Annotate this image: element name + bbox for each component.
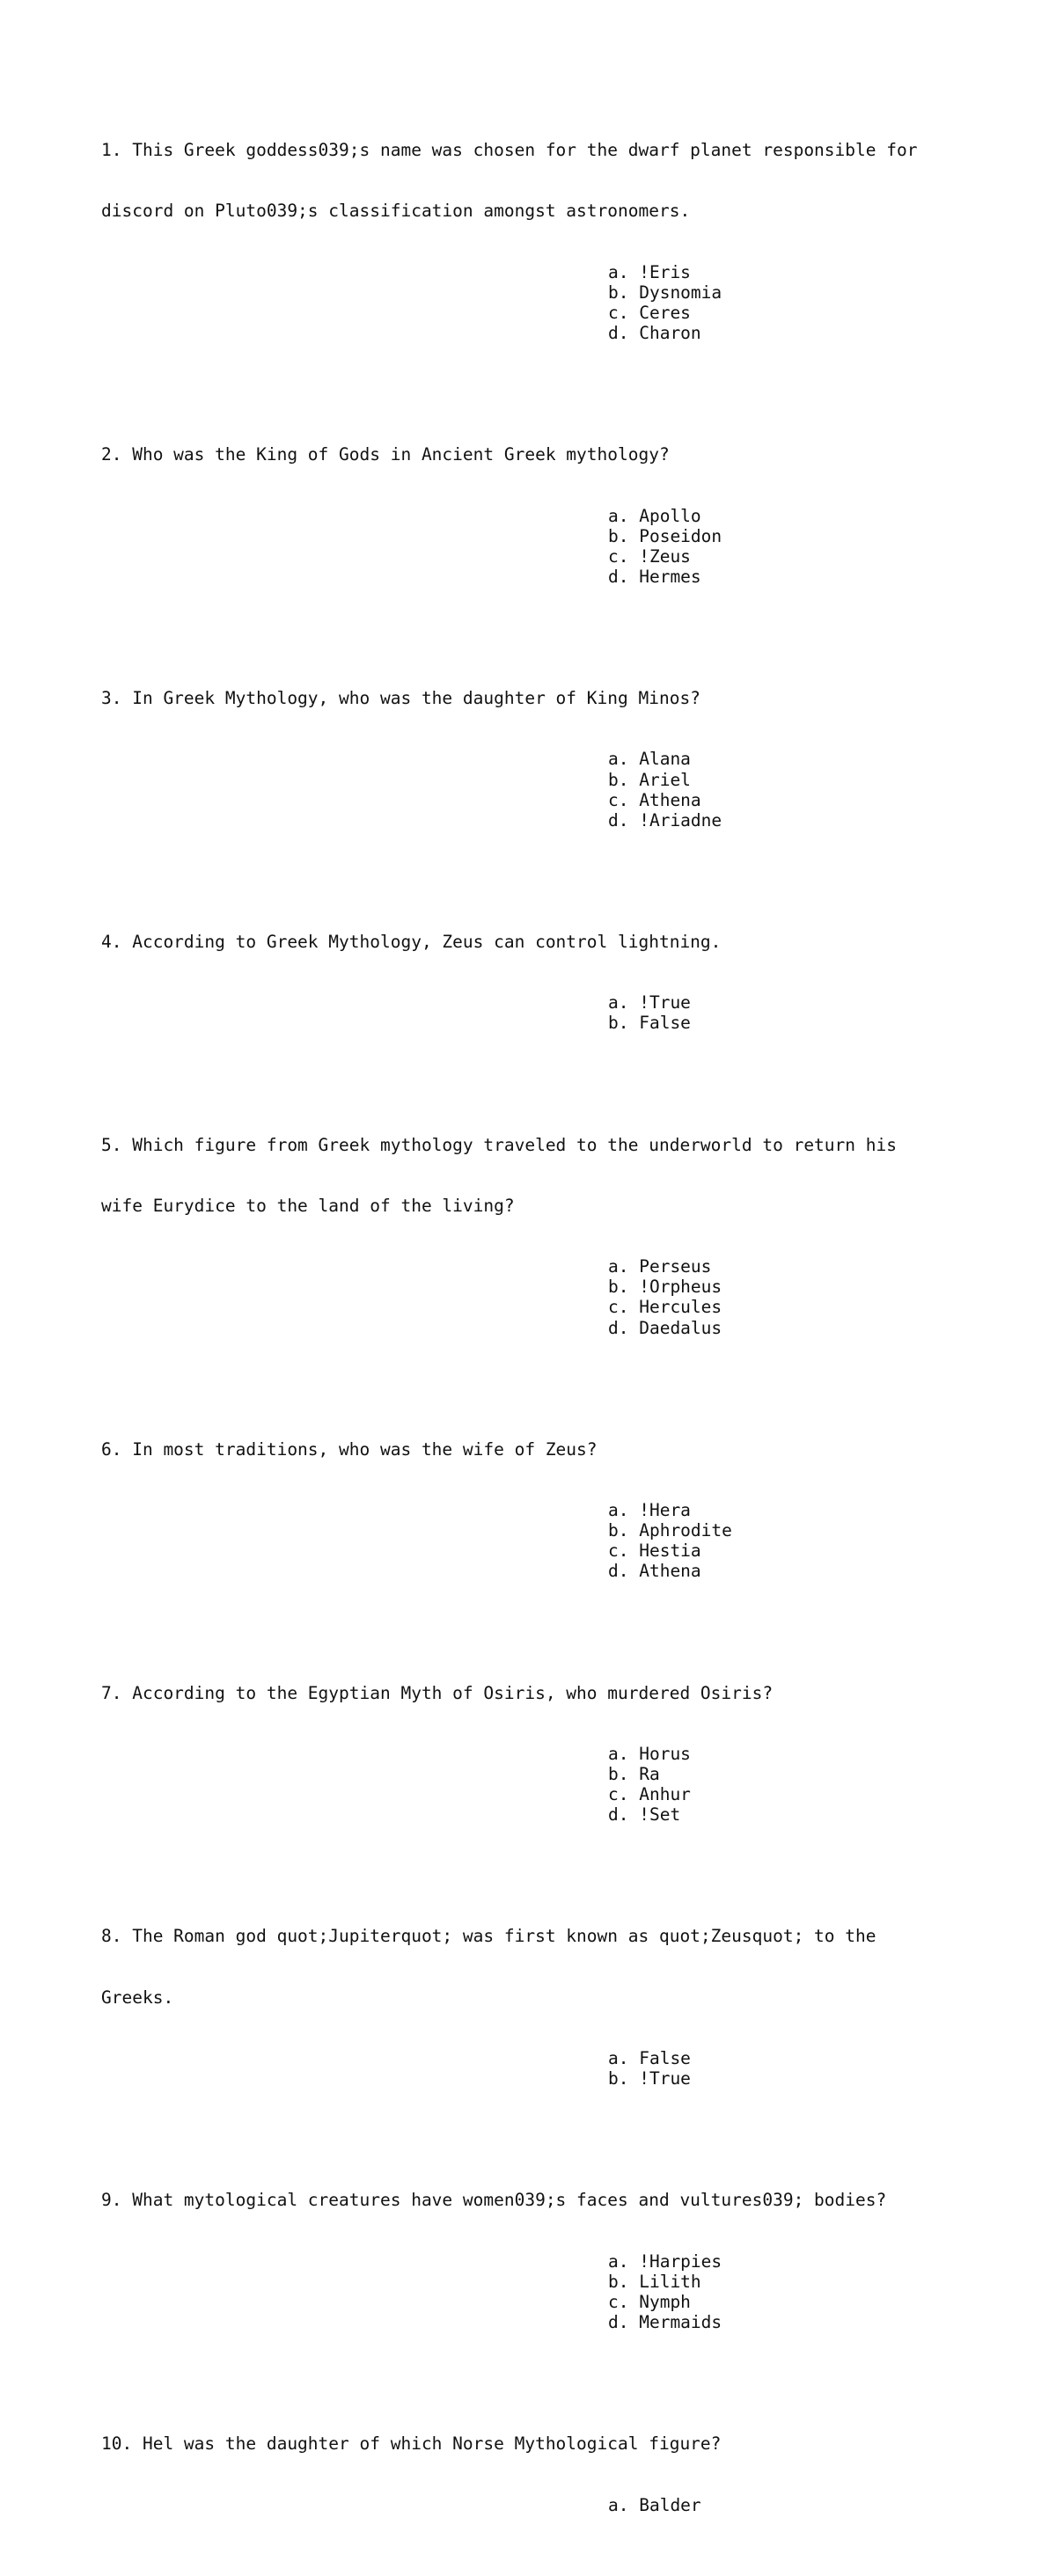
answer-option: d. Charon: [608, 323, 701, 344]
question-text: [101, 891, 981, 992]
answer-option: a. !Eris: [608, 261, 691, 282]
answer-options: [608, 2048, 981, 2089]
answer-option: b. Aphrodite: [608, 1520, 732, 1541]
question-text: [101, 1399, 981, 1500]
question-text: [101, 1642, 981, 1743]
answer-options: [608, 2495, 981, 2515]
answer-option: a. Perseus: [608, 1256, 712, 1277]
answer-option: a. False: [608, 2048, 691, 2069]
answer-option: b. !Orpheus: [608, 1277, 722, 1298]
answer-option: d. !Ariadne: [608, 809, 722, 831]
answer-option: c. !Zeus: [608, 545, 691, 567]
question-line: 6. In most traditions, who was the wife of Zeus?: [101, 1438, 598, 1460]
question-3: [101, 648, 981, 831]
question-9: [101, 2149, 981, 2332]
answer-option: c. Ceres: [608, 302, 691, 323]
answer-options: [608, 749, 981, 830]
question-line: 2. Who was the King of Gods in Ancient Greek mythology?: [101, 444, 670, 465]
question-8: [101, 1885, 981, 2089]
answer-option: d. Mermaids: [608, 2311, 722, 2332]
question-line: 9. What mytological creatures have women039;s faces and vultures039; bodies?: [101, 2190, 887, 2211]
answer-option: b. Ra: [608, 1764, 660, 1784]
question-text: [101, 1885, 981, 2048]
question-text: [101, 404, 981, 505]
question-4: [101, 891, 981, 1034]
question-line: wife Eurydice to the land of the living?: [101, 1195, 515, 1216]
answer-options: [608, 992, 981, 1033]
answer-options: [608, 262, 981, 343]
question-text: [101, 2393, 981, 2494]
answer-options: [608, 2251, 981, 2332]
answer-option: c. Anhur: [608, 1784, 691, 1805]
question-text: [101, 2149, 981, 2250]
answer-option: c. Hercules: [608, 1297, 722, 1318]
answer-option: a. !Hera: [608, 1500, 691, 1521]
answer-option: a. !Harpies: [608, 2250, 722, 2272]
answer-option: d. Daedalus: [608, 1317, 722, 1338]
question-6: [101, 1399, 981, 1582]
answer-options: [608, 1744, 981, 1825]
answer-option: a. Alana: [608, 749, 691, 770]
answer-option: a. !True: [608, 992, 691, 1014]
answer-option: a. Balder: [608, 2494, 701, 2515]
answer-option: a. Apollo: [608, 505, 701, 526]
answer-options: [608, 506, 981, 587]
question-5: [101, 1094, 981, 1337]
question-text: [101, 1094, 981, 1256]
answer-option: a. Horus: [608, 1743, 691, 1764]
question-2: [101, 404, 981, 587]
question-line: 7. According to the Egyptian Myth of Osiris, who murdered Osiris?: [101, 1682, 774, 1703]
question-10: [101, 2393, 981, 2515]
answer-options: [608, 1500, 981, 1581]
answer-option: b. Ariel: [608, 769, 691, 790]
question-line: 3. In Greek Mythology, who was the daughter of King Minos?: [101, 688, 700, 709]
answer-option: b. Dysnomia: [608, 282, 722, 303]
question-line: 8. The Roman god quot;Jupiterquot; was first known as quot;Zeusquot; to the: [101, 1926, 876, 1947]
question-line: discord on Pluto039;s classification amongst astronomers.: [101, 201, 691, 222]
question-text: [101, 648, 981, 749]
answer-option: d. Athena: [608, 1561, 701, 1582]
answer-option: b. Lilith: [608, 2271, 701, 2292]
answer-option: d. Hermes: [608, 566, 701, 587]
question-line: 1. This Greek goddess039;s name was chosen for the dwarf planet responsible for: [101, 140, 918, 161]
quiz-content: [101, 99, 981, 2576]
answer-options: [608, 1256, 981, 1337]
question-line: Greeks.: [101, 1987, 174, 2008]
question-line: 10. Hel was the daughter of which Norse Mythological figure?: [101, 2433, 722, 2455]
answer-option: b. !True: [608, 2068, 691, 2089]
question-1: [101, 99, 981, 343]
answer-option: b. Poseidon: [608, 525, 722, 546]
answer-option: b. False: [608, 1013, 691, 1034]
answer-option: c. Hestia: [608, 1540, 701, 1562]
answer-option: c. Athena: [608, 789, 701, 810]
question-text: [101, 99, 981, 262]
question-7: [101, 1642, 981, 1825]
question-line: 4. According to Greek Mythology, Zeus can control lightning.: [101, 932, 722, 952]
answer-option: c. Nymph: [608, 2291, 691, 2312]
answer-option: d. !Set: [608, 1804, 681, 1826]
question-line: 5. Which figure from Greek mythology traveled to the underworld to return his: [101, 1134, 897, 1155]
